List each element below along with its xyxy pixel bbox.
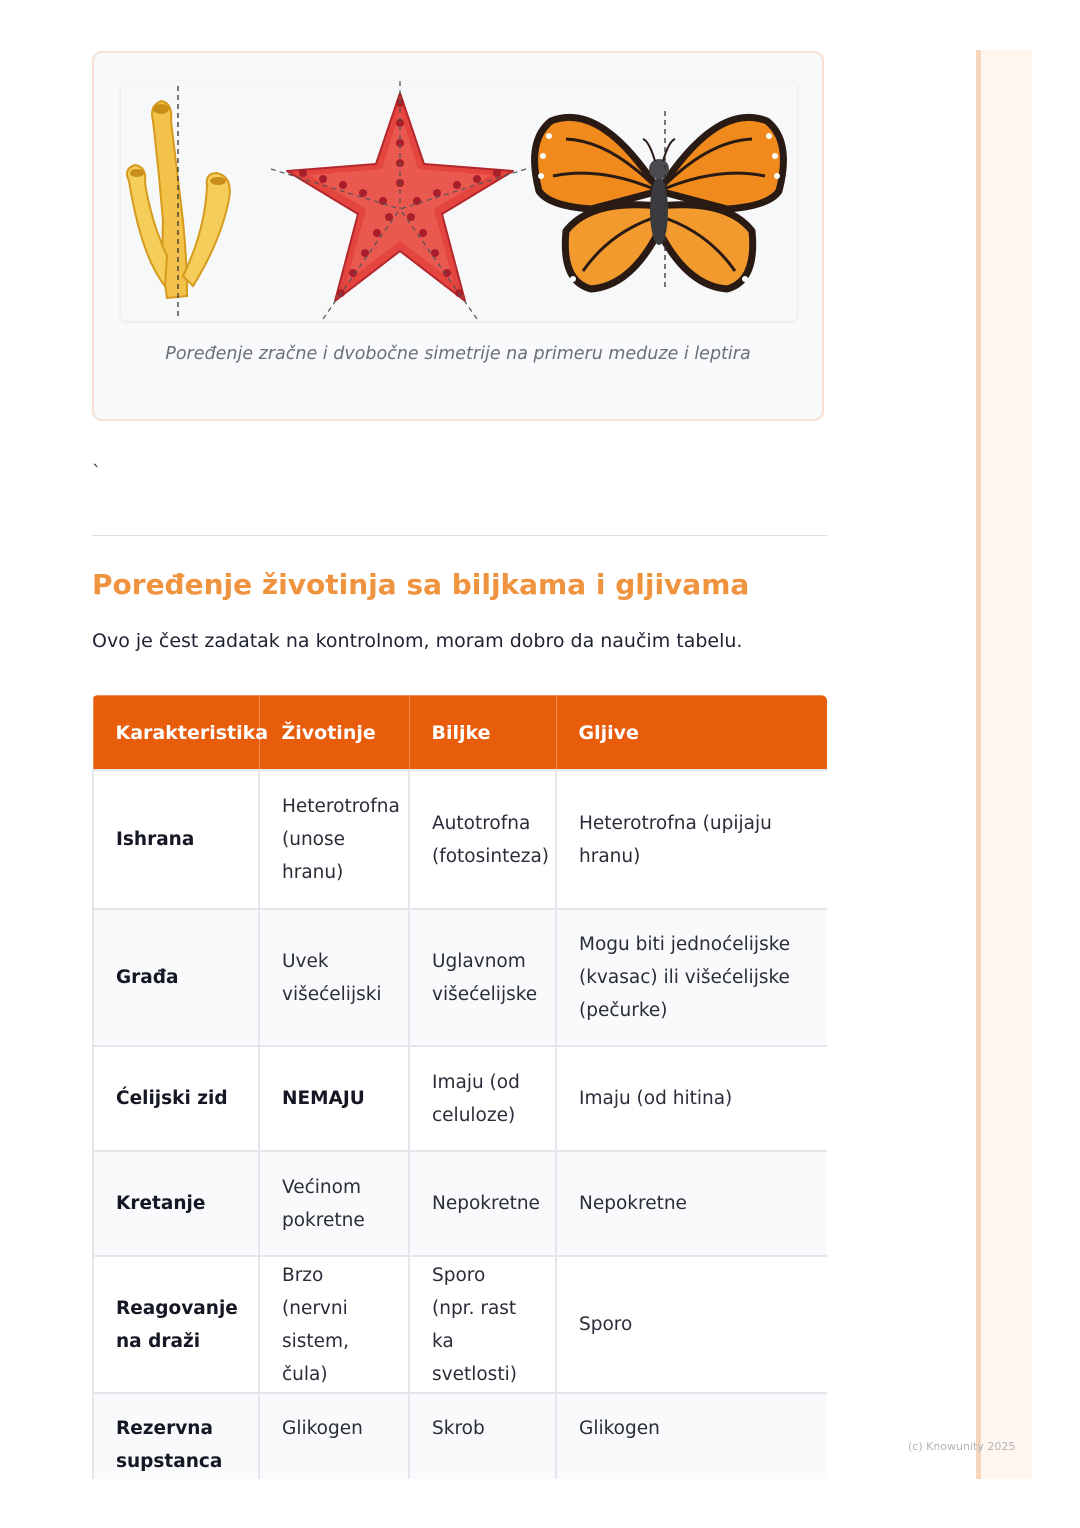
copyright-text: (c) Knowunity 2025: [908, 1440, 1016, 1453]
table-row: [93, 1046, 827, 1151]
table-cell: Imaju (od hitina): [556, 1046, 827, 1151]
table-cell: Sporo (npr. rast ka svetlosti): [409, 1256, 556, 1393]
starfish-icon: [271, 81, 526, 319]
butterfly-icon: [535, 111, 784, 291]
comparison-table-container: [92, 695, 827, 1479]
row-label: Ćelijski zid: [93, 1046, 259, 1151]
row-label: Rezervna supstanca: [93, 1393, 259, 1479]
table-cell: Imaju (od celuloze): [409, 1046, 556, 1151]
table-cell: NEMAJU: [259, 1046, 409, 1151]
side-panel: [976, 50, 1032, 1479]
table-cell: Autotrofna (fotosinteza): [409, 770, 556, 909]
row-label: Ishrana: [93, 770, 259, 909]
side-accent-bar: [976, 50, 981, 1479]
table-row: [93, 1151, 827, 1256]
intro-text: Ovo je čest zadatak na kontrolnom, moram dobro da naučim tabelu.: [92, 630, 743, 652]
table-cell: Heterotrofna (upijaju hranu): [556, 770, 827, 909]
table-cell: Glikogen: [259, 1393, 409, 1479]
table-cell: Heterotrofna (unose hranu): [259, 770, 409, 909]
table-cell: Brzo (nervni sistem, čula): [259, 1256, 409, 1393]
table-cell: Uvek višećelijski: [259, 909, 409, 1046]
figure-caption: Poređenje zračne i dvobočne simetrije na primeru meduze i leptira: [165, 344, 751, 364]
table-row: [93, 909, 827, 1046]
table-cell: Nepokretne: [556, 1151, 827, 1256]
header-characteristic: Karakteristika: [93, 696, 259, 771]
divider: [92, 535, 827, 536]
table-header-row: [93, 696, 827, 771]
header-animals: Životinje: [259, 696, 409, 771]
table-cell: Većinom pokretne: [259, 1151, 409, 1256]
stray-character: `: [92, 462, 101, 483]
row-label: Reagovanje na draži: [93, 1256, 259, 1393]
table-cell: Glikogen: [556, 1393, 827, 1479]
table-cell: Mogu biti jednoćelijske (kvasac) ili višećelijske (pečurke): [556, 909, 827, 1046]
table-cell: Skrob: [409, 1393, 556, 1479]
table-row: [93, 1393, 827, 1479]
section-heading: Poređenje životinja sa biljkama i gljivama: [92, 568, 750, 601]
comparison-table: [92, 695, 827, 1479]
table-row: [93, 1256, 827, 1393]
header-fungi: Gljive: [556, 696, 827, 771]
row-label: Građa: [93, 909, 259, 1046]
table-cell: Uglavnom višećelijske: [409, 909, 556, 1046]
row-label: Kretanje: [93, 1151, 259, 1256]
table-cell: Sporo: [556, 1256, 827, 1393]
sponge-icon: [127, 86, 230, 316]
header-plants: Biljke: [409, 696, 556, 771]
symmetry-illustration: [121, 81, 797, 321]
table-row: [93, 770, 827, 909]
table-cell: Nepokretne: [409, 1151, 556, 1256]
